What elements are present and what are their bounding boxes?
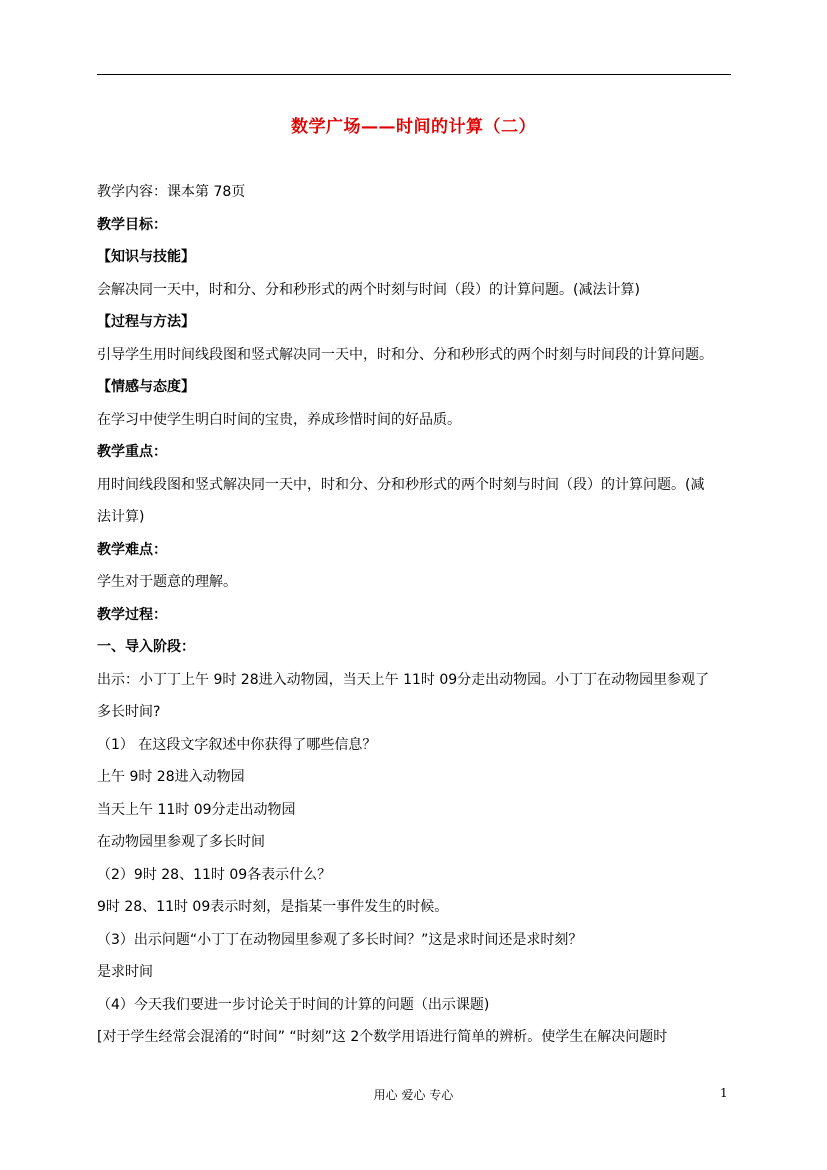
body-text-line: 在动物园里参观了多长时间 — [97, 834, 265, 850]
section-heading: 教学过程： — [97, 606, 167, 623]
page-number: 1 — [720, 1086, 728, 1100]
body-text-line: （4）今天我们要进一步讨论关于时间的计算的问题（出示课题) — [97, 996, 490, 1013]
body-text-line: （2）9时 28、11时 09各表示什么？ — [97, 866, 332, 883]
section-heading: 【过程与方法】 — [97, 314, 195, 330]
body-text-line: 上午 9时 28进入动物园 — [97, 769, 245, 785]
body-text-line: 多长时间? — [97, 704, 161, 720]
header-rule — [97, 74, 731, 75]
body-text-line: 9时 28、11时 09表示时刻，是指某一事件发生的时候。 — [97, 899, 449, 915]
body-text-line: 是求时间 — [97, 964, 153, 980]
body-text-line: 出示：小丁丁上午 9时 28进入动物园，当天上午 11时 09分走出动物园。小丁丁在动物园里参观了 — [97, 671, 710, 688]
body-text-line: 引导学生用时间线段图和竖式解决同一天中，时和分、分和秒形式的两个时刻与时间段的计算问题。 — [97, 346, 713, 363]
page-footer: 用心 爱心 专心 — [373, 1088, 454, 1102]
document-body — [97, 182, 731, 1060]
section-heading: 教学目标： — [97, 216, 167, 233]
body-text-line: 用时间线段图和竖式解决同一天中，时和分、分和秒形式的两个时刻与时间（段）的计算问题。(减 — [97, 476, 705, 493]
body-text-line: 学生对于题意的理解。 — [97, 574, 237, 590]
section-heading: 教学难点： — [97, 541, 167, 558]
body-text-line: （3）出示问题“小丁丁在动物园里参观了多长时间？”这是求时间还是求时刻？ — [97, 931, 583, 948]
section-heading: 【知识与技能】 — [97, 249, 195, 265]
body-text-line: [对于学生经常会混淆的“时间” “时刻”这 2个数学用语进行简单的辨析。使学生在解决问题时 — [97, 1029, 668, 1045]
section-heading: 教学重点： — [97, 444, 167, 460]
body-text-line: 法计算) — [97, 509, 145, 525]
section-heading: 【情感与态度】 — [97, 379, 195, 395]
body-text-line: 在学习中使学生明白时间的宝贵，养成珍惜时间的好品质。 — [97, 411, 461, 428]
body-text-line: （1） 在这段文字叙述中你获得了哪些信息？ — [97, 736, 377, 753]
document-title: 数学广场——时间的计算（二） — [291, 117, 536, 137]
section-heading: 一、导入阶段： — [97, 639, 195, 655]
body-text-line: 当天上午 11时 09分走出动物园 — [97, 801, 296, 818]
body-text-line: 教学内容：课本第 78页 — [97, 184, 246, 200]
body-text-line: 会解决同一天中，时和分、分和秒形式的两个时刻与时间（段）的计算问题。(减法计算) — [97, 281, 640, 298]
